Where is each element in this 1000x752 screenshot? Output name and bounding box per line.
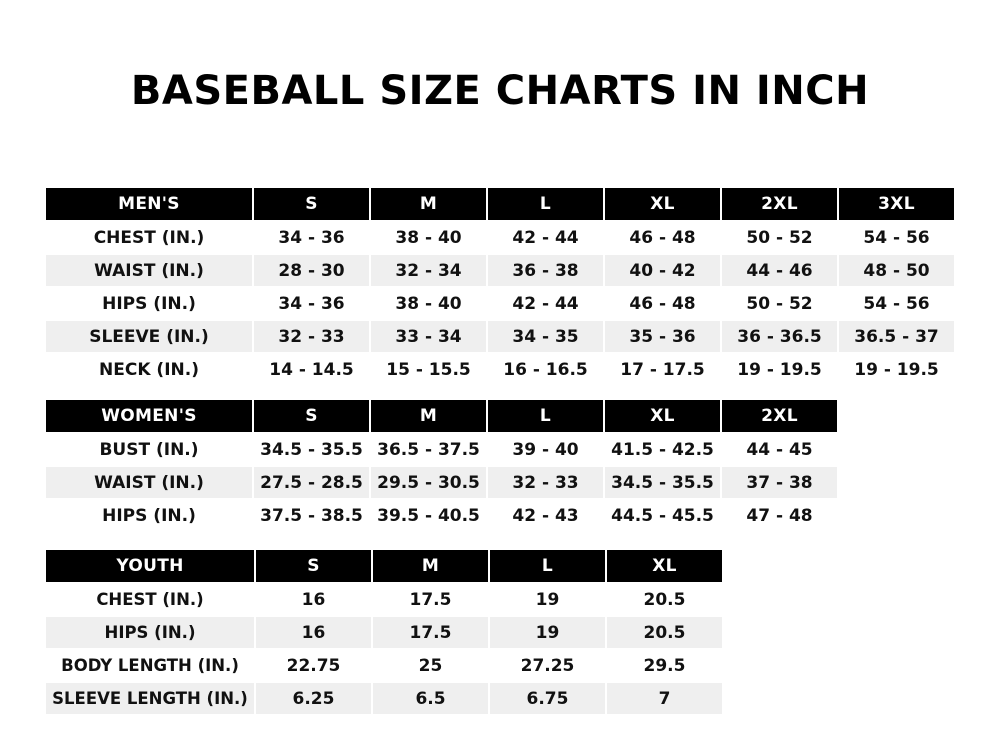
table-row	[45, 466, 838, 499]
womens-header-s: S	[253, 399, 370, 433]
cell: 20.5	[606, 583, 723, 616]
cell: 36.5 - 37	[838, 320, 955, 353]
row-label: CHEST (IN.)	[45, 583, 255, 616]
mens-table-body	[45, 221, 955, 386]
cell: 28 - 30	[253, 254, 370, 287]
table-header-row	[45, 399, 838, 433]
womens-size-table-container	[44, 398, 839, 533]
cell: 37 - 38	[721, 466, 838, 499]
mens-header-category: MEN'S	[45, 187, 253, 221]
cell: 35 - 36	[604, 320, 721, 353]
cell: 41.5 - 42.5	[604, 433, 721, 466]
table-row	[45, 649, 723, 682]
row-label: HIPS (IN.)	[45, 499, 253, 532]
youth-size-table	[44, 548, 724, 716]
cell: 14 - 14.5	[253, 353, 370, 386]
cell: 19	[489, 616, 606, 649]
cell: 34 - 36	[253, 287, 370, 320]
cell: 32 - 34	[370, 254, 487, 287]
cell: 42 - 43	[487, 499, 604, 532]
row-label: BUST (IN.)	[45, 433, 253, 466]
youth-header-m: M	[372, 549, 489, 583]
cell: 36 - 38	[487, 254, 604, 287]
cell: 50 - 52	[721, 221, 838, 254]
table-row	[45, 583, 723, 616]
table-row	[45, 254, 955, 287]
cell: 16	[255, 616, 372, 649]
page-title: BASEBALL SIZE CHARTS IN INCH	[130, 68, 870, 114]
cell: 34.5 - 35.5	[253, 433, 370, 466]
cell: 38 - 40	[370, 287, 487, 320]
womens-size-table	[44, 398, 839, 533]
mens-size-table	[44, 186, 956, 387]
row-label: WAIST (IN.)	[45, 254, 253, 287]
cell: 48 - 50	[838, 254, 955, 287]
row-label: CHEST (IN.)	[45, 221, 253, 254]
youth-header-l: L	[489, 549, 606, 583]
mens-table-header	[45, 187, 955, 221]
cell: 19	[489, 583, 606, 616]
cell: 32 - 33	[253, 320, 370, 353]
table-row	[45, 287, 955, 320]
mens-header-2xl: 2XL	[721, 187, 838, 221]
cell: 50 - 52	[721, 287, 838, 320]
cell: 36.5 - 37.5	[370, 433, 487, 466]
youth-header-s: S	[255, 549, 372, 583]
womens-header-l: L	[487, 399, 604, 433]
cell: 7	[606, 682, 723, 715]
cell: 34.5 - 35.5	[604, 466, 721, 499]
cell: 27.5 - 28.5	[253, 466, 370, 499]
cell: 15 - 15.5	[370, 353, 487, 386]
cell: 44.5 - 45.5	[604, 499, 721, 532]
cell: 25	[372, 649, 489, 682]
row-label: SLEEVE (IN.)	[45, 320, 253, 353]
cell: 20.5	[606, 616, 723, 649]
table-row	[45, 499, 838, 532]
cell: 29.5	[606, 649, 723, 682]
cell: 39.5 - 40.5	[370, 499, 487, 532]
row-label: HIPS (IN.)	[45, 616, 255, 649]
mens-header-l: L	[487, 187, 604, 221]
cell: 17.5	[372, 616, 489, 649]
cell: 6.5	[372, 682, 489, 715]
row-label: NECK (IN.)	[45, 353, 253, 386]
row-label: HIPS (IN.)	[45, 287, 253, 320]
cell: 40 - 42	[604, 254, 721, 287]
youth-size-table-container	[44, 548, 724, 716]
cell: 17.5	[372, 583, 489, 616]
cell: 37.5 - 38.5	[253, 499, 370, 532]
cell: 17 - 17.5	[604, 353, 721, 386]
mens-header-m: M	[370, 187, 487, 221]
cell: 38 - 40	[370, 221, 487, 254]
youth-table-body	[45, 583, 723, 715]
table-row	[45, 682, 723, 715]
cell: 34 - 36	[253, 221, 370, 254]
cell: 19 - 19.5	[721, 353, 838, 386]
womens-header-category: WOMEN'S	[45, 399, 253, 433]
cell: 16	[255, 583, 372, 616]
cell: 36 - 36.5	[721, 320, 838, 353]
cell: 47 - 48	[721, 499, 838, 532]
cell: 19 - 19.5	[838, 353, 955, 386]
cell: 6.25	[255, 682, 372, 715]
youth-header-xl: XL	[606, 549, 723, 583]
mens-header-3xl: 3XL	[838, 187, 955, 221]
row-label: SLEEVE LENGTH (IN.)	[45, 682, 255, 715]
mens-header-xl: XL	[604, 187, 721, 221]
cell: 32 - 33	[487, 466, 604, 499]
cell: 39 - 40	[487, 433, 604, 466]
youth-header-category: YOUTH	[45, 549, 255, 583]
table-row	[45, 433, 838, 466]
table-row	[45, 616, 723, 649]
cell: 46 - 48	[604, 287, 721, 320]
womens-table-body	[45, 433, 838, 532]
youth-table-header	[45, 549, 723, 583]
womens-header-m: M	[370, 399, 487, 433]
cell: 34 - 35	[487, 320, 604, 353]
mens-size-table-container	[44, 186, 956, 387]
womens-header-xl: XL	[604, 399, 721, 433]
cell: 33 - 34	[370, 320, 487, 353]
cell: 42 - 44	[487, 287, 604, 320]
table-header-row	[45, 187, 955, 221]
cell: 44 - 46	[721, 254, 838, 287]
cell: 54 - 56	[838, 221, 955, 254]
cell: 6.75	[489, 682, 606, 715]
cell: 16 - 16.5	[487, 353, 604, 386]
table-row	[45, 320, 955, 353]
table-row	[45, 221, 955, 254]
cell: 44 - 45	[721, 433, 838, 466]
row-label: WAIST (IN.)	[45, 466, 253, 499]
cell: 27.25	[489, 649, 606, 682]
cell: 42 - 44	[487, 221, 604, 254]
cell: 22.75	[255, 649, 372, 682]
row-label: BODY LENGTH (IN.)	[45, 649, 255, 682]
cell: 46 - 48	[604, 221, 721, 254]
womens-table-header	[45, 399, 838, 433]
mens-header-s: S	[253, 187, 370, 221]
table-header-row	[45, 549, 723, 583]
womens-header-2xl: 2XL	[721, 399, 838, 433]
cell: 54 - 56	[838, 287, 955, 320]
table-row	[45, 353, 955, 386]
cell: 29.5 - 30.5	[370, 466, 487, 499]
